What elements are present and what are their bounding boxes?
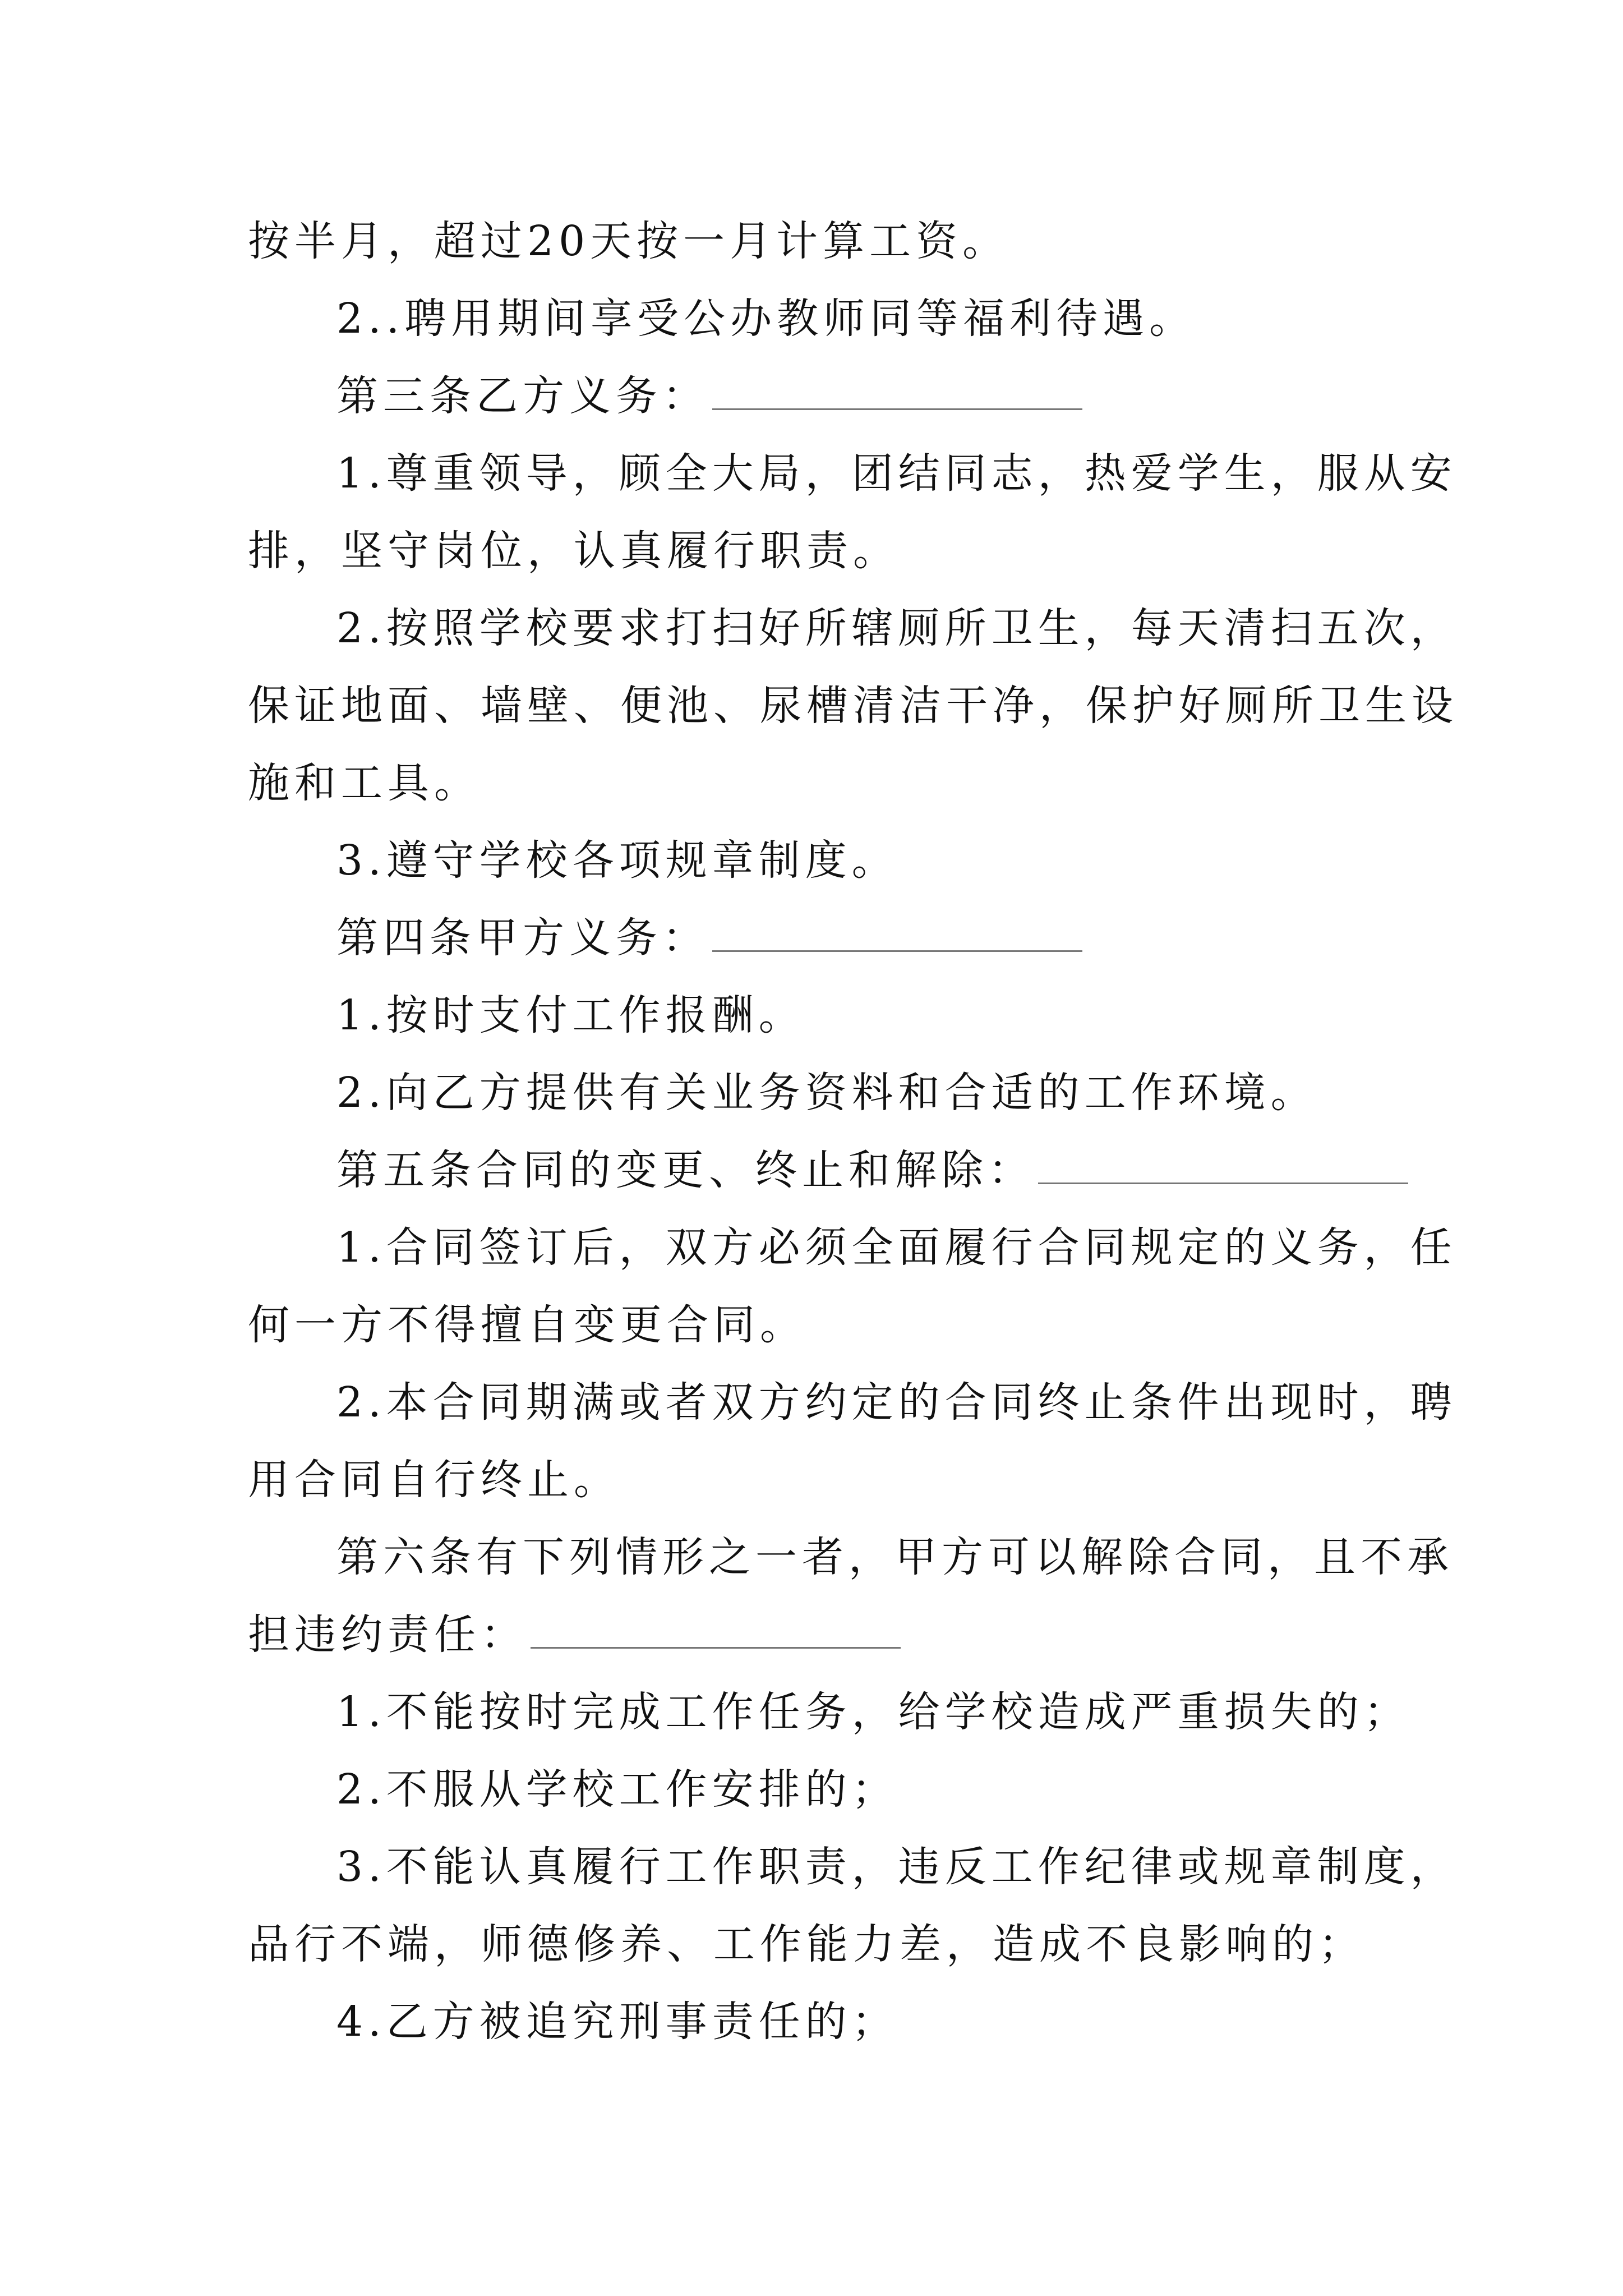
section-heading-line — [336, 910, 1486, 966]
text-line — [336, 1684, 1486, 1740]
fill-in-blank — [712, 919, 1082, 952]
line-text: 按半月，超过20天按一月计算工资。 — [248, 217, 1009, 265]
text-line — [336, 1220, 1486, 1276]
text-line — [248, 755, 1398, 811]
section-heading-4: 第四条甲方义务： — [336, 914, 709, 962]
line-text: 3.遵守学校各项规章制度。 — [336, 836, 898, 885]
line-text: 用合同自行终止。 — [248, 1456, 620, 1504]
line-text: 保证地面、墙壁、便池、尿槽清洁干净，保护好厕所卫生设 — [248, 682, 1458, 730]
section-heading-line — [336, 368, 1486, 424]
text-line — [248, 1607, 1398, 1663]
fill-in-blank — [1038, 1151, 1408, 1184]
line-text: 担违约责任： — [248, 1611, 527, 1659]
line-text: 2.本合同期满或者双方约定的合同终止条件出现时，聘 — [336, 1378, 1457, 1427]
text-line — [336, 987, 1486, 1043]
line-text: 1.尊重领导，顾全大局，团结同志，热爱学生，服从安 — [336, 449, 1457, 498]
fill-in-blank — [531, 1616, 901, 1649]
line-text: 排，坚守岗位，认真履行职责。 — [248, 527, 900, 575]
text-line — [248, 678, 1458, 734]
text-line — [336, 1761, 1486, 1818]
text-line — [248, 523, 1398, 579]
text-line — [248, 213, 1398, 269]
text-line — [336, 1994, 1486, 2050]
line-text: 施和工具。 — [248, 759, 481, 807]
line-text: 1.按时支付工作报酬。 — [336, 991, 805, 1039]
text-line — [336, 1374, 1486, 1430]
line-text: 2.不服从学校工作安排的； — [336, 1765, 898, 1814]
section-heading-line — [336, 1529, 1486, 1585]
text-line — [336, 600, 1486, 656]
section-heading-6: 第六条有下列情形之一者，甲方可以解除合同，且不承 — [336, 1533, 1454, 1581]
text-line — [248, 1297, 1398, 1353]
line-text: 2.按照学校要求打扫好所辖厕所卫生，每天清扫五次， — [336, 604, 1457, 652]
text-line — [336, 291, 1486, 347]
text-line — [336, 445, 1486, 501]
section-heading-3: 第三条乙方义务： — [336, 372, 709, 420]
line-text: 3.不能认真履行工作职责，违反工作纪律或规章制度， — [336, 1843, 1457, 1891]
text-line — [336, 1839, 1486, 1895]
line-text: 何一方不得擅自变更合同。 — [248, 1301, 806, 1349]
text-line — [248, 1452, 1398, 1508]
line-text: 2.向乙方提供有关业务资料和合适的工作环境。 — [336, 1069, 1317, 1117]
line-text: 2..聘用期间享受公办教师同等福利待遇。 — [336, 295, 1196, 343]
line-text: 品行不端，师德修养、工作能力差，造成不良影响的； — [248, 1920, 1365, 1968]
text-line — [336, 832, 1486, 889]
text-line — [336, 1065, 1486, 1121]
line-text: 1.合同签订后，双方必须全面履行合同规定的义务，任 — [336, 1223, 1457, 1272]
text-line — [248, 1916, 1398, 1972]
section-heading-line — [336, 1142, 1486, 1198]
line-text: 4.乙方被追究刑事责任的； — [336, 1998, 898, 2046]
section-heading-5: 第五条合同的变更、终止和解除： — [336, 1146, 1035, 1194]
fill-in-blank — [712, 377, 1082, 410]
line-text: 1.不能按时完成工作任务，给学校造成严重损失的； — [336, 1688, 1410, 1736]
